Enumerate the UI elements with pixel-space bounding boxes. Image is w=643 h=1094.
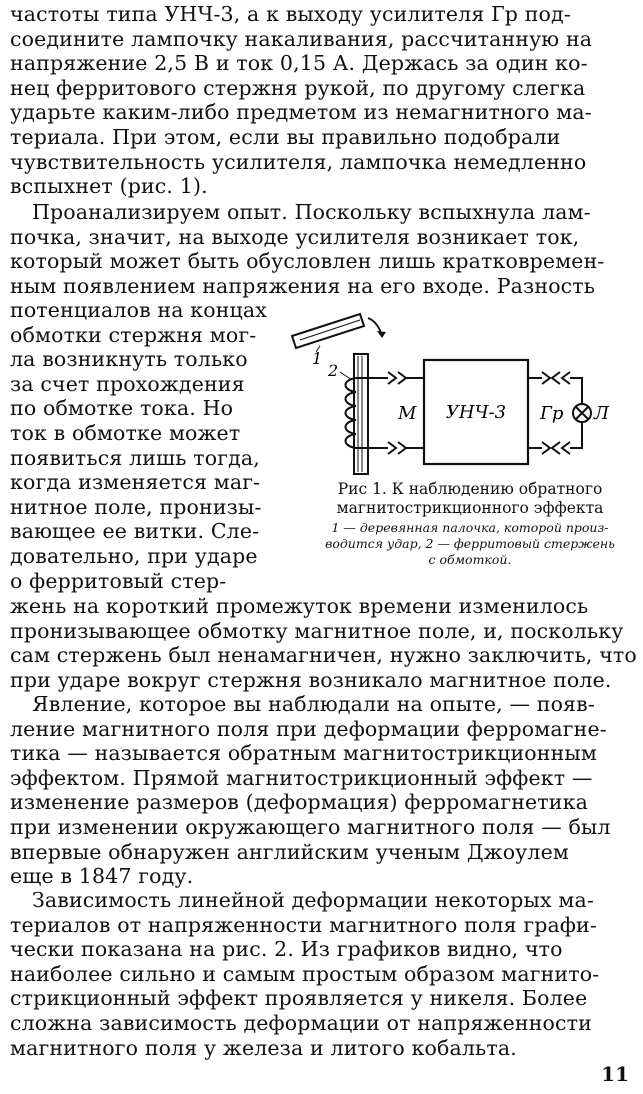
text-line: сложна зависимость деформации от напряженности	[10, 1010, 592, 1035]
text-line: нец ферритового стержня рукой, по другому слегка	[10, 75, 586, 100]
text-line: жень на короткий промежуток времени изменилось	[10, 594, 589, 618]
lamp-icon	[573, 404, 591, 422]
text-line: который может быть обусловлен лишь кратковремен-	[10, 249, 605, 274]
text-line: изменение размеров (деформация) ферромагнетика	[10, 790, 588, 815]
text-line: ным появлением напряжения на его входе. Разность	[10, 273, 596, 298]
paragraph-4	[10, 888, 634, 1060]
amplifier-label: УНЧ-3	[445, 402, 507, 423]
figure-caption	[300, 480, 640, 518]
legend-line: 1 — деревянная палочка, которой произ-	[331, 520, 609, 535]
label-l: Л	[594, 403, 610, 424]
ferrite-rod	[354, 354, 368, 474]
paragraph-2-head	[10, 200, 634, 298]
paragraph-1	[10, 2, 634, 199]
text-line: ление магнитного поля при деформации ферромагне-	[10, 716, 607, 741]
label-gr: Гр	[540, 403, 564, 424]
legend-line: с обмоткой.	[428, 552, 512, 567]
caption-line: Рис 1. К наблюдению обратного	[337, 480, 603, 498]
text-line: стрикционный эффект проявляется у никеля. Более	[10, 986, 588, 1011]
label-2: 2	[328, 361, 339, 380]
text-line: Проанализируем опыт. Поскольку вспыхнула лам-	[32, 200, 591, 224]
text-line: еще в 1847 году.	[10, 864, 194, 889]
text-line: соедините лампочку накаливания, рассчитанную на	[10, 26, 593, 51]
text-line: ударьте каким-либо предметом из немагнитного ма-	[10, 100, 592, 125]
text-line: о ферритовый стер-	[10, 568, 227, 593]
text-line: чувствительность усилителя, лампочка немедленно	[10, 149, 587, 174]
text-line: сам стержень был ненамагничен, нужно заключить, что	[10, 643, 637, 668]
wooden-stick	[292, 314, 364, 348]
text-line: ла возникнуть только	[10, 347, 248, 372]
text-line: при изменении окружающего магнитного поля — был	[10, 814, 611, 839]
text-line: териалов от напряженности магнитного поля графи-	[10, 912, 597, 937]
text-line: напряжение 2,5 В и ток 0,15 А. Держась за один ко-	[10, 51, 588, 76]
text-line: потенциалов на концах	[10, 298, 267, 322]
text-line: почка, значит, на выходе усилителя возникает ток,	[10, 224, 580, 249]
text-line: чески показана на рис. 2. Из графиков видно, что	[10, 937, 563, 962]
text-line: за счет прохождения	[10, 371, 245, 396]
figure-legend	[300, 520, 640, 568]
text-line: обмотки стержня мог-	[10, 322, 257, 347]
legend-line: водится удар, 2 — ферритовый стержень	[325, 536, 615, 551]
text-line: при ударе вокруг стержня возникало магнитное поле.	[10, 667, 612, 692]
text-line: по обмотке тока. Но	[10, 396, 234, 421]
paragraph-2-tail	[10, 594, 637, 692]
text-line: тика — называется обратным магнитострикционным	[10, 741, 597, 766]
text-line: появиться лишь тогда,	[10, 445, 260, 470]
caption-line: магнитострикционного эффекта	[336, 499, 604, 517]
text-line: впервые обнаружен английским ученым Джоулем	[10, 839, 569, 864]
text-line: ток в обмотке может	[10, 420, 241, 445]
text-line: эффектом. Прямой магнитострикционный эффект —	[10, 765, 593, 790]
text-line: нитное поле, пронизы-	[10, 494, 262, 519]
text-line: Явление, которое вы наблюдали на опыте, — появ-	[32, 692, 595, 716]
text-line: вающее ее витки. Сле-	[10, 519, 260, 544]
text-line: когда изменяется маг-	[10, 470, 261, 495]
label-m: М	[398, 403, 417, 424]
paragraph-3	[10, 692, 634, 889]
text-line: вспыхнет (рис. 1).	[10, 174, 208, 199]
text-line: магнитного поля у железа и литого кобальта.	[10, 1035, 517, 1060]
text-line: териала. При этом, если вы правильно подобрали	[10, 124, 561, 149]
text-line: пронизывающее обмотку магнитное поле, и, поскольку	[10, 618, 624, 643]
text-line: Зависимость линейной деформации некоторых ма-	[32, 888, 594, 912]
impact-arrowhead	[377, 331, 386, 338]
paragraph-2-narrow	[10, 298, 275, 593]
text-line: частоты типа УНЧ-3, а к выходу усилителя Гр под-	[10, 2, 571, 26]
text-line: наиболее сильно и самым простым образом магнито-	[10, 961, 600, 986]
page-number: 11	[601, 1062, 629, 1086]
text-line: довательно, при ударе	[10, 543, 258, 568]
label-1: 1	[312, 349, 323, 368]
